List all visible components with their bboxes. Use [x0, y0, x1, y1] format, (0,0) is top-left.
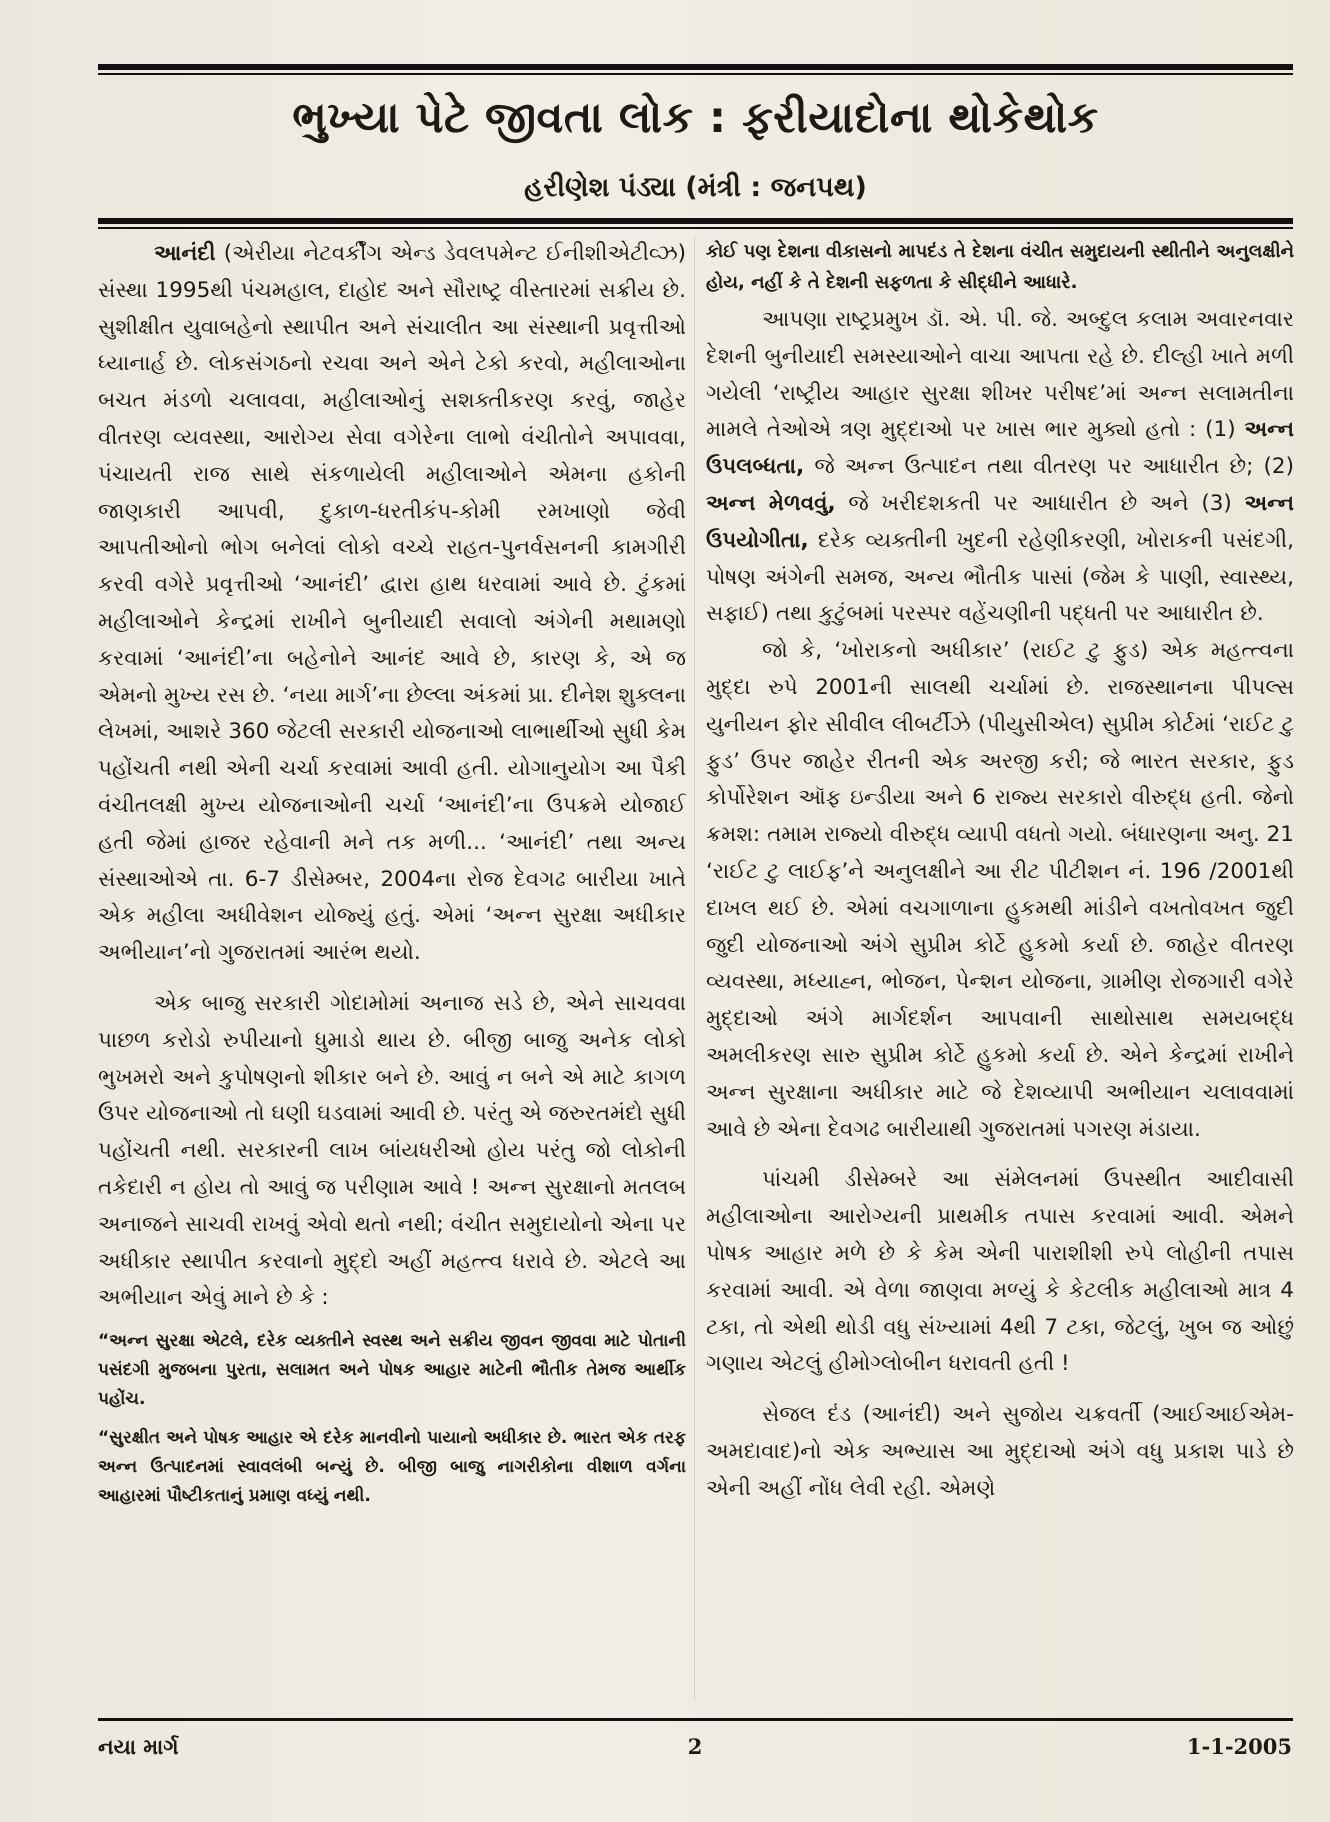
paragraph-text: જે અન્ન ઉત્પાદન તથા વીતરણ પર આધારીત છે; (2)	[804, 454, 1294, 480]
right-column	[706, 236, 1294, 1701]
paragraph-text: દરેક વ્યક્તીની ખુદની રહેણીકરણી, ખોરાકની પસંદગી, પોષણ અંગેની સમજ, અન્ય ભૌતીક પાસાં (જેમ કે પાણી, સ્વાસ્થ્ય, સફાઈ) તથા કુટુંબમાં પરસ્પર વહેંચણીની પદ્ધતી પર આધારીત છે.	[706, 527, 1294, 627]
paragraph	[706, 302, 1294, 633]
paragraph: સેજલ દંડ (આનંદી) અને સુજોય ચક્રવર્તી (આઈઆઈએમ-અમદાવાદ)નો એક અભ્યાસ આ મુદ્દાઓ અંગે વધુ પ્રકાશ પાડે છે એની અહીં નોંધ લેવી રહી. એમણે	[706, 1402, 1294, 1501]
header-rule-bottom-thin	[98, 227, 1293, 229]
paragraph-text: આપણા રાષ્ટ્રપ્રમુખ ડૉ. એ. પી. જે. અબ્દુલ કલામ અવારનવાર દેશની બુનીયાદી સમસ્યાઓને વાચા આપતા રહે છે. દીલ્હી ખાતે મળી ગયેલી ‘રાષ્ટ્રીય આહાર સુરક્ષા શીખર પરીષદ’માં અન્ન સલામતીના મામલે તેઓએ ત્રણ મુદ્દાઓ પર ખાસ ભાર મુક્યો હતો : (1)	[706, 307, 1294, 443]
page-number: 2	[687, 1734, 703, 1759]
header-rule-bottom	[98, 218, 1293, 224]
quote-block: “અન્ન સુરક્ષા એટલે, દરેક વ્યક્તીને સ્વસ્થ અને સક્રીય જીવન જીવવા માટે પોતાની પસંદગી મુજબના પુરતા, સલામત અને પોષક આહાર માટેની ભૌતીક તેમજ આર્થીક પહોંચ.	[98, 1331, 686, 1410]
footer-rule	[98, 1718, 1293, 1721]
emphasis: અન્ન ઉપયોગીતા,	[706, 490, 1294, 553]
paragraph	[98, 236, 686, 972]
header-rule-top	[98, 64, 1293, 70]
publication-name: નયા માર્ગ	[98, 1734, 179, 1759]
paragraph: જો કે, ‘ખોરાકનો અધીકાર’ (રાઈટ ટુ ફુડ) એક મહત્ત્વના મુદ્દા રુપે 2001ની સાલથી ચર્ચામાં છે. રાજસ્થાનના પીપલ્સ યુનીયન ફોર સીવીલ લીબર્ટીઝે (પીયુસીએલ) સુપ્રીમ કોર્ટમાં ‘રાઈટ ટુ ફુડ’ ઉપર જાહેર રીતની એક અરજી કરી; જે ભારત સરકાર, ફુડ કોર્પોરેશન ઑફ ઇન્ડીયા અને 6 રાજ્ય સરકારો વીરુદ્ધ હતી. જેનો ક્રમશ: તમામ રાજ્યો વીરુદ્ધ વ્યાપી વધતો ગયો. બંધારણના અનુ. 21 ‘રાઈટ ટુ લાઈફ’ને અનુલક્ષીને આ રીટ પીટીશન નં. 196 /2001થી દાખલ થઈ છે. એમાં વચગાળાના હુકમથી માંડીને વખતોવખત જુદી જુદી યોજનાઓ અંગે સુપ્રીમ કોર્ટે હુકમો કર્યા છે. જાહેર વીતરણ વ્યવસ્થા, મધ્યાહ્ન, ભોજન, પેન્શન યોજના, ગ્રામીણ રોજગારી વગેરે મુદ્દાઓ અંગે માર્ગદર્શન આપવાની સાથોસાથ સમયબદ્ધ અમલીકરણ સારુ સુપ્રીમ કોર્ટે હુકમો કર્યા છે. એને કેન્દ્રમાં રાખીને અન્ન સુરક્ષાના અધીકાર માટે જે દેશવ્યાપી અભીયાન ચલાવવામાં આવે છે એના દેવગઢ બારીયાથી ગુજરાતમાં પગરણ મંડાયા.	[706, 638, 1294, 1142]
issue-date: 1-1-2005	[1186, 1734, 1292, 1759]
quote-continuation: કોઈ પણ દેશના વીકાસનો માપદંડ તે દેશના વંચીત સમુદાયની સ્થીતીને અનુલક્ષીને હોય, નહીં કે તે દેશની સફળતા કે સીદ્ધીને આધારે.	[706, 241, 1294, 293]
emphasis: અન્ન મેળવવું,	[706, 490, 836, 516]
article-title: ભુખ્યા પેટે જીવતા લોક : ફરીયાદોના થોકેથોક	[292, 93, 1099, 143]
quote-block: “સુરક્ષીત અને પોષક આહાર એ દરેક માનવીનો પાયાનો અધીકાર છે. ભારત એક તરફ અન્ન ઉત્પાદનમાં સ્વાવલંબી બન્યું છે. બીજી બાજુ નાગરીકોના વીશાળ વર્ગના આહારમાં પૌષ્ટીકતાનું પ્રમાણ વધ્યું નથી.	[98, 1428, 686, 1507]
emphasis: અન્ન ઉપલબ્ધતા,	[706, 417, 1294, 480]
left-column	[98, 236, 686, 1701]
paragraph: એક બાજુ સરકારી ગોદામોમાં અનાજ સડે છે, એને સાચવવા પાછળ કરોડો રુપીયાનો ધુમાડો થાય છે. બીજી બાજુ અનેક લોકો ભુખમરો અને કુપોષણનો શીકાર બને છે. આવું ન બને એ માટે કાગળ ઉપર યોજનાઓ તો ઘણી ઘડવામાં આવી છે. પરંતુ એ જરુરતમંદો સુધી પહોંચતી નથી. સરકારની લાખ બાંયધરીઓ હોય પરંતુ જો લોકોની તકેદારી ન હોય તો આવું જ પરીણામ આવે ! અન્ન સુરક્ષાનો મતલબ અનાજને સાચવી રાખવું એવો થતો નથી; વંચીત સમુદાયોનો એના પર અધીકાર સ્થાપીત કરવાનો મુદ્દો અહીં મહત્ત્વ ધરાવે છે. એટલે આ અભીયાન એવું માને છે કે :	[98, 990, 686, 1311]
org-name: આનંદી	[154, 241, 216, 266]
header-rule-top-thin	[98, 73, 1293, 75]
article-author: હરીણેશ પંડ્યા (મંત્રી : જનપથ)	[524, 172, 867, 203]
paragraph-text: (એરીયા નેટવર્કીંગ એન્ડ ડેવલપમેન્ટ ઈનીશીએટીવ્ઝ) સંસ્થા 1995થી પંચમહાલ, દાહોદ અને સૌરાષ્ટ્ર વીસ્તારમાં સક્રીય છે. સુશીક્ષીત યુવાબહેનો સ્થાપીત અને સંચાલીત આ સંસ્થાની પ્રવૃત્તીઓ ધ્યાનાર્હ છે. લોકસંગઠનો રચવા અને એને ટેકો કરવો, મહીલાઓના બચત મંડળો ચલાવવા, મહીલાઓનું સશક્તીકરણ કરવું, જાહેર વીતરણ વ્યવસ્થા, આરોગ્ય સેવા વગેરેના લાભો વંચીતોને અપાવવા, પંચાયતી રાજ સાથે સંકળાયેલી મહીલાઓને એમના હકોની જાણકારી આપવી, દુકાળ-ધરતીકંપ-કોમી રમખાણો જેવી આપતીઓનો ભોગ બનેલાં લોકો વચ્ચે રાહત-પુનર્વસનની કામગીરી કરવી વગેરે પ્રવૃત્તીઓ ‘આનંદી’ દ્વારા હાથ ધરવામાં આવે છે. ટુંકમાં મહીલાઓને કેન્દ્રમાં રાખીને બુનીયાદી સવાલો અંગેની મથામણો કરવામાં ‘આનંદી’ના બહેનોને આનંદ આવે છે, કારણ કે, એ જ એમનો મુખ્ય રસ છે. ‘નયા માર્ગ’ના છેલ્લા અંકમાં પ્રા. દીનેશ શુક્લના લેખમાં, આશરે 360 જેટલી સરકારી યોજનાઓ લાભાર્થીઓ સુધી કેમ પહોંચતી નથી એની ચર્ચા કરવામાં આવી હતી. યોગાનુયોગ આ પૈકી વંચીતલક્ષી મુખ્ય યોજનાઓની ચર્ચા ‘આનંદી’ના ઉપક્રમે યોજાઈ હતી જેમાં હાજર રહેવાની મને તક મળી... ‘આનંદી’ તથા અન્ય સંસ્થાઓએ તા. 6-7 ડીસેમ્બર, 2004ના રોજ દેવગઢ બારીયા ખાતે એક મહીલા અધીવેશન યોજ્યું હતું. એમાં ‘અન્ન સુરક્ષા અધીકાર અભીયાન’નો ગુજરાતમાં આરંભ થયો.	[98, 241, 686, 966]
paragraph-text: જે ખરીદશકતી પર આધારીત છે અને (3)	[835, 490, 1245, 516]
column-divider	[694, 236, 695, 1701]
paragraph: પાંચમી ડીસેમ્બરે આ સંમેલનમાં ઉપસ્થીત આદીવાસી મહીલાઓના આરોગ્યની પ્રાથમીક તપાસ કરવામાં આવી. એમને પોષક આહાર મળે છે કે કેમ એની પારાશીશી રુપે લોહીની તપાસ કરવામાં આવી. એ વેળા જાણવા મળ્યું કે કેટલીક મહીલાઓ માત્ર 4 ટકા, તો એથી થોડી વધુ સંખ્યામાં 4થી 7 ટકા, જેટલું, ખુબ જ ઓછું ગણાય એટલું હીમોગ્લોબીન ધરાવતી હતી !	[706, 1167, 1294, 1377]
